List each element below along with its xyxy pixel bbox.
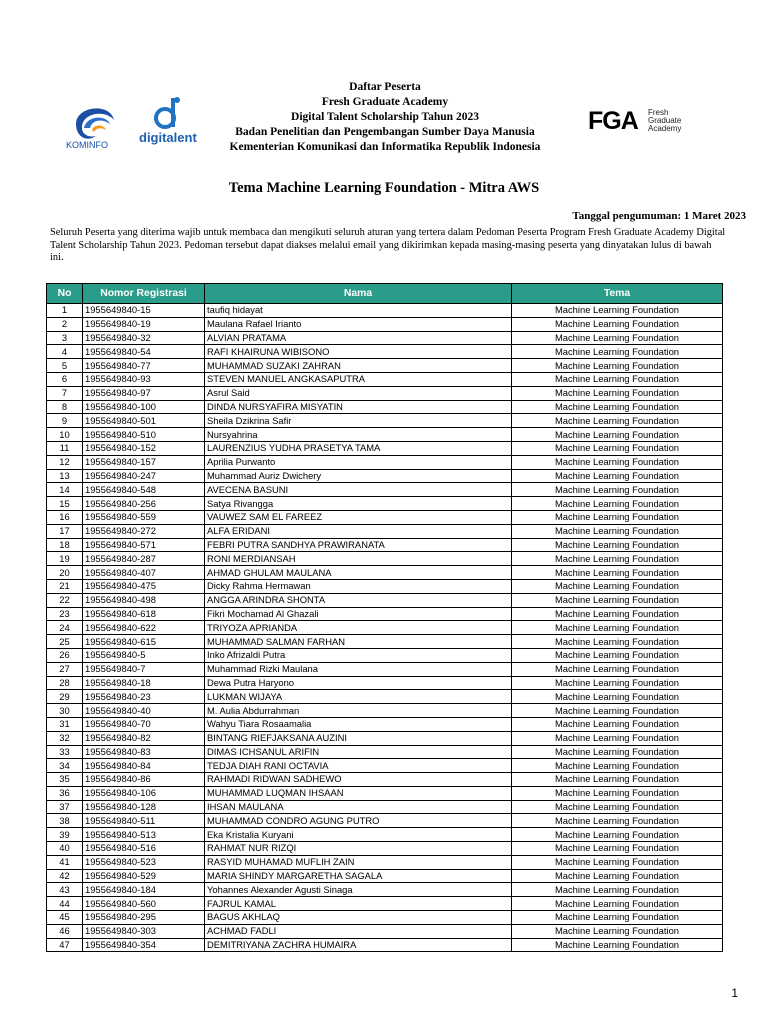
row-registration: 1955649840-498	[83, 593, 205, 607]
row-theme: Machine Learning Foundation	[512, 552, 723, 566]
header-line: Kementerian Komunikasi dan Informatika Republik Indonesia	[229, 141, 541, 153]
row-no: 11	[47, 441, 83, 455]
row-registration: 1955649840-622	[83, 621, 205, 635]
row-name: TRIYOZA APRIANDA	[205, 621, 512, 635]
row-theme: Machine Learning Foundation	[512, 662, 723, 676]
row-no: 38	[47, 814, 83, 828]
row-no: 9	[47, 414, 83, 428]
row-theme: Machine Learning Foundation	[512, 469, 723, 483]
row-name: Inko Afrizaldi Putra	[205, 648, 512, 662]
row-no: 6	[47, 372, 83, 386]
participants-table	[46, 283, 723, 952]
row-theme: Machine Learning Foundation	[512, 566, 723, 580]
row-theme: Machine Learning Foundation	[512, 386, 723, 400]
row-registration: 1955649840-247	[83, 469, 205, 483]
row-theme: Machine Learning Foundation	[512, 800, 723, 814]
row-name: FEBRI PUTRA SANDHYA PRAWIRANATA	[205, 538, 512, 552]
table-row	[47, 621, 723, 635]
row-registration: 1955649840-5	[83, 648, 205, 662]
intro-paragraph: Seluruh Peserta yang diterima wajib untuk membaca dan mengikuti seluruh aturan yang tertera dalam Pedoman Peserta Program Fresh Graduate Academy Digital Talent Scholarship Tahun 2023. Pedoman tersebut dapat diakses melalui email yang dikirimkan kepada masing-masing peserta yang dinyatakan lulus di bawah ini.	[50, 227, 726, 263]
row-no: 19	[47, 552, 83, 566]
row-no: 3	[47, 331, 83, 345]
row-no: 21	[47, 579, 83, 593]
row-registration: 1955649840-84	[83, 759, 205, 773]
table-row	[47, 648, 723, 662]
fga-sub-line: Graduate	[648, 116, 682, 125]
row-theme: Machine Learning Foundation	[512, 690, 723, 704]
table-row	[47, 911, 723, 925]
row-theme: Machine Learning Foundation	[512, 524, 723, 538]
row-theme: Machine Learning Foundation	[512, 635, 723, 649]
row-registration: 1955649840-256	[83, 497, 205, 511]
table-row	[47, 773, 723, 787]
table-row	[47, 538, 723, 552]
table-row	[47, 662, 723, 676]
row-theme: Machine Learning Foundation	[512, 842, 723, 856]
table-row	[47, 828, 723, 842]
row-no: 32	[47, 731, 83, 745]
row-theme: Machine Learning Foundation	[512, 400, 723, 414]
row-no: 8	[47, 400, 83, 414]
row-no: 45	[47, 911, 83, 925]
table-row	[47, 938, 723, 952]
table-row	[47, 566, 723, 580]
row-registration: 1955649840-100	[83, 400, 205, 414]
table-row	[47, 386, 723, 400]
digitalent-label: digitalent	[139, 130, 197, 145]
row-no: 42	[47, 869, 83, 883]
row-registration: 1955649840-19	[83, 317, 205, 331]
row-no: 30	[47, 704, 83, 718]
row-name: MUHAMMAD SALMAN FARHAN	[205, 635, 512, 649]
table-row	[47, 924, 723, 938]
table-row	[47, 428, 723, 442]
row-registration: 1955649840-23	[83, 690, 205, 704]
fga-subtitle	[648, 109, 681, 133]
row-theme: Machine Learning Foundation	[512, 745, 723, 759]
table-row	[47, 676, 723, 690]
row-registration: 1955649840-295	[83, 911, 205, 925]
table-row	[47, 690, 723, 704]
row-registration: 1955649840-548	[83, 483, 205, 497]
row-registration: 1955649840-18	[83, 676, 205, 690]
row-name: Eka Kristalia Kuryani	[205, 828, 512, 842]
row-theme: Machine Learning Foundation	[512, 828, 723, 842]
row-no: 2	[47, 317, 83, 331]
table-row	[47, 855, 723, 869]
row-theme: Machine Learning Foundation	[512, 759, 723, 773]
row-registration: 1955649840-272	[83, 524, 205, 538]
row-registration: 1955649840-86	[83, 773, 205, 787]
row-registration: 1955649840-618	[83, 607, 205, 621]
row-name: Muhammad Auriz Dwichery	[205, 469, 512, 483]
row-name: Wahyu Tiara Rosaamalia	[205, 717, 512, 731]
row-registration: 1955649840-54	[83, 345, 205, 359]
table-row	[47, 455, 723, 469]
row-no: 24	[47, 621, 83, 635]
row-name: FAJRUL KAMAL	[205, 897, 512, 911]
row-theme: Machine Learning Foundation	[512, 676, 723, 690]
row-no: 5	[47, 359, 83, 373]
row-name: Sheila Dzikrina Safir	[205, 414, 512, 428]
page-title: Tema Machine Learning Foundation - Mitra AWS	[228, 180, 540, 196]
table-row	[47, 483, 723, 497]
row-theme: Machine Learning Foundation	[512, 855, 723, 869]
row-name: DEMITRIYANA ZACHRA HUMAIRA	[205, 938, 512, 952]
row-theme: Machine Learning Foundation	[512, 441, 723, 455]
row-theme: Machine Learning Foundation	[512, 497, 723, 511]
page-number: 1	[731, 986, 738, 1000]
row-theme: Machine Learning Foundation	[512, 345, 723, 359]
row-theme: Machine Learning Foundation	[512, 621, 723, 635]
row-registration: 1955649840-571	[83, 538, 205, 552]
row-name: ACHMAD FADLI	[205, 924, 512, 938]
row-name: Muhammad Rizki Maulana	[205, 662, 512, 676]
row-theme: Machine Learning Foundation	[512, 372, 723, 386]
row-name: AVECENA BASUNI	[205, 483, 512, 497]
header-no: No	[47, 284, 83, 304]
row-name: MUHAMMAD CONDRO AGUNG PUTRO	[205, 814, 512, 828]
row-theme: Machine Learning Foundation	[512, 607, 723, 621]
row-no: 27	[47, 662, 83, 676]
row-theme: Machine Learning Foundation	[512, 483, 723, 497]
table-row	[47, 635, 723, 649]
table-row	[47, 786, 723, 800]
row-name: M. Aulia Abdurrahman	[205, 704, 512, 718]
row-registration: 1955649840-128	[83, 800, 205, 814]
row-no: 35	[47, 773, 83, 787]
row-no: 31	[47, 717, 83, 731]
table-row	[47, 607, 723, 621]
row-name: AHMAD GHULAM MAULANA	[205, 566, 512, 580]
row-registration: 1955649840-303	[83, 924, 205, 938]
row-name: Fikri Mochamad Al Ghazali	[205, 607, 512, 621]
row-no: 20	[47, 566, 83, 580]
row-registration: 1955649840-615	[83, 635, 205, 649]
header-line: Badan Penelitian dan Pengembangan Sumber Daya Manusia	[235, 126, 535, 138]
row-no: 13	[47, 469, 83, 483]
row-theme: Machine Learning Foundation	[512, 359, 723, 373]
row-registration: 1955649840-93	[83, 372, 205, 386]
row-no: 41	[47, 855, 83, 869]
row-theme: Machine Learning Foundation	[512, 911, 723, 925]
row-no: 40	[47, 842, 83, 856]
row-no: 1	[47, 304, 83, 318]
row-registration: 1955649840-501	[83, 414, 205, 428]
row-no: 37	[47, 800, 83, 814]
row-registration: 1955649840-354	[83, 938, 205, 952]
row-no: 10	[47, 428, 83, 442]
row-theme: Machine Learning Foundation	[512, 786, 723, 800]
row-registration: 1955649840-106	[83, 786, 205, 800]
row-no: 34	[47, 759, 83, 773]
row-theme: Machine Learning Foundation	[512, 428, 723, 442]
row-no: 44	[47, 897, 83, 911]
row-name: ANGGA ARINDRA SHONTA	[205, 593, 512, 607]
row-name: MUHAMMAD SUZAKI ZAHRAN	[205, 359, 512, 373]
row-no: 43	[47, 883, 83, 897]
row-name: RONI MERDIANSAH	[205, 552, 512, 566]
row-registration: 1955649840-511	[83, 814, 205, 828]
row-registration: 1955649840-523	[83, 855, 205, 869]
row-registration: 1955649840-70	[83, 717, 205, 731]
row-theme: Machine Learning Foundation	[512, 579, 723, 593]
row-registration: 1955649840-157	[83, 455, 205, 469]
table-row	[47, 731, 723, 745]
row-theme: Machine Learning Foundation	[512, 648, 723, 662]
table-row	[47, 869, 723, 883]
table-row	[47, 331, 723, 345]
row-registration: 1955649840-407	[83, 566, 205, 580]
row-name: ALFA ERIDANI	[205, 524, 512, 538]
table-row	[47, 745, 723, 759]
fga-sub-line: Academy	[648, 124, 682, 133]
header-text	[190, 80, 580, 155]
row-registration: 1955649840-559	[83, 510, 205, 524]
row-theme: Machine Learning Foundation	[512, 414, 723, 428]
row-no: 4	[47, 345, 83, 359]
row-name: BINTANG RIEFJAKSANA AUZINI	[205, 731, 512, 745]
row-name: Satya Rivangga	[205, 497, 512, 511]
row-name: IHSAN MAULANA	[205, 800, 512, 814]
row-registration: 1955649840-287	[83, 552, 205, 566]
row-theme: Machine Learning Foundation	[512, 814, 723, 828]
row-registration: 1955649840-97	[83, 386, 205, 400]
row-theme: Machine Learning Foundation	[512, 538, 723, 552]
row-registration: 1955649840-510	[83, 428, 205, 442]
table-row	[47, 717, 723, 731]
table-row	[47, 883, 723, 897]
row-theme: Machine Learning Foundation	[512, 869, 723, 883]
row-theme: Machine Learning Foundation	[512, 455, 723, 469]
table-row	[47, 552, 723, 566]
row-name: Aprilia Purwanto	[205, 455, 512, 469]
table-row	[47, 759, 723, 773]
row-no: 26	[47, 648, 83, 662]
row-no: 12	[47, 455, 83, 469]
row-registration: 1955649840-83	[83, 745, 205, 759]
table-row	[47, 317, 723, 331]
row-no: 17	[47, 524, 83, 538]
row-no: 7	[47, 386, 83, 400]
table-row	[47, 414, 723, 428]
row-name: BAGUS AKHLAQ	[205, 911, 512, 925]
row-theme: Machine Learning Foundation	[512, 938, 723, 952]
row-registration: 1955649840-32	[83, 331, 205, 345]
row-name: RASYID MUHAMAD MUFLIH ZAIN	[205, 855, 512, 869]
table-row	[47, 510, 723, 524]
table-row	[47, 842, 723, 856]
row-theme: Machine Learning Foundation	[512, 510, 723, 524]
row-registration: 1955649840-475	[83, 579, 205, 593]
row-name: Yohannes Alexander Agusti Sinaga	[205, 883, 512, 897]
row-registration: 1955649840-7	[83, 662, 205, 676]
row-registration: 1955649840-77	[83, 359, 205, 373]
table-row	[47, 814, 723, 828]
table-row	[47, 524, 723, 538]
row-no: 29	[47, 690, 83, 704]
row-theme: Machine Learning Foundation	[512, 731, 723, 745]
row-no: 47	[47, 938, 83, 952]
row-no: 46	[47, 924, 83, 938]
row-theme: Machine Learning Foundation	[512, 317, 723, 331]
header-theme: Tema	[512, 284, 723, 304]
row-name: STEVEN MANUEL ANGKASAPUTRA	[205, 372, 512, 386]
row-name: DINDA NURSYAFIRA MISYATIN	[205, 400, 512, 414]
row-no: 25	[47, 635, 83, 649]
kominfo-label: KOMINFO	[66, 140, 108, 150]
row-registration: 1955649840-40	[83, 704, 205, 718]
row-registration: 1955649840-560	[83, 897, 205, 911]
row-theme: Machine Learning Foundation	[512, 331, 723, 345]
table-row	[47, 800, 723, 814]
row-theme: Machine Learning Foundation	[512, 773, 723, 787]
row-name: MARIA SHINDY MARGARETHA SAGALA	[205, 869, 512, 883]
row-name: Nursyahrina	[205, 428, 512, 442]
row-registration: 1955649840-184	[83, 883, 205, 897]
header-line: Fresh Graduate Academy	[321, 96, 449, 108]
header-name: Nama	[205, 284, 512, 304]
row-theme: Machine Learning Foundation	[512, 593, 723, 607]
header-line: Daftar Peserta	[349, 81, 421, 93]
row-registration: 1955649840-152	[83, 441, 205, 455]
row-name: ALVIAN PRATAMA	[205, 331, 512, 345]
row-no: 36	[47, 786, 83, 800]
table-row	[47, 897, 723, 911]
row-no: 15	[47, 497, 83, 511]
row-registration: 1955649840-529	[83, 869, 205, 883]
header-registration: Nomor Registrasi	[83, 284, 205, 304]
table-row	[47, 345, 723, 359]
table-body	[47, 304, 723, 952]
row-name: RAFI KHAIRUNA WIBISONO	[205, 345, 512, 359]
row-theme: Machine Learning Foundation	[512, 897, 723, 911]
row-registration: 1955649840-516	[83, 842, 205, 856]
row-no: 39	[47, 828, 83, 842]
row-no: 16	[47, 510, 83, 524]
header-line: Digital Talent Scholarship Tahun 2023	[291, 111, 479, 123]
row-name: TEDJA DIAH RANI OCTAVIA	[205, 759, 512, 773]
table-row	[47, 593, 723, 607]
row-theme: Machine Learning Foundation	[512, 717, 723, 731]
row-name: Dewa Putra Haryono	[205, 676, 512, 690]
fga-logo	[584, 106, 694, 138]
table-row	[47, 359, 723, 373]
table-row	[47, 441, 723, 455]
row-registration: 1955649840-513	[83, 828, 205, 842]
row-name: MUHAMMAD LUQMAN IHSAAN	[205, 786, 512, 800]
row-no: 28	[47, 676, 83, 690]
fga-sub-line: Fresh	[648, 108, 669, 117]
table-row	[47, 497, 723, 511]
row-name: Dicky Rahma Hermawan	[205, 579, 512, 593]
row-no: 33	[47, 745, 83, 759]
row-theme: Machine Learning Foundation	[512, 304, 723, 318]
row-no: 22	[47, 593, 83, 607]
row-name: LUKMAN WIJAYA	[205, 690, 512, 704]
row-name: DIMAS ICHSANUL ARIFIN	[205, 745, 512, 759]
row-no: 18	[47, 538, 83, 552]
row-no: 14	[47, 483, 83, 497]
row-name: RAHMADI RIDWAN SADHEWO	[205, 773, 512, 787]
table-row	[47, 400, 723, 414]
row-registration: 1955649840-82	[83, 731, 205, 745]
table-row	[47, 704, 723, 718]
row-theme: Machine Learning Foundation	[512, 924, 723, 938]
document-header	[0, 72, 768, 178]
table-row	[47, 469, 723, 483]
row-registration: 1955649840-15	[83, 304, 205, 318]
table-row	[47, 372, 723, 386]
table-row	[47, 304, 723, 318]
row-theme: Machine Learning Foundation	[512, 883, 723, 897]
row-theme: Machine Learning Foundation	[512, 704, 723, 718]
kominfo-logo	[66, 94, 122, 154]
row-name: Maulana Rafael Irianto	[205, 317, 512, 331]
row-name: LAURENZIUS YUDHA PRASETYA TAMA	[205, 441, 512, 455]
table-row	[47, 579, 723, 593]
fga-label: FGA	[588, 107, 638, 135]
row-no: 23	[47, 607, 83, 621]
table-header-row	[47, 284, 723, 304]
row-name: VAUWEZ SAM EL FAREEZ	[205, 510, 512, 524]
row-name: Asrul Said	[205, 386, 512, 400]
row-name: taufiq hidayat	[205, 304, 512, 318]
announcement-date: Tanggal pengumuman: 1 Maret 2023	[572, 210, 746, 222]
row-name: RAHMAT NUR RIZQI	[205, 842, 512, 856]
